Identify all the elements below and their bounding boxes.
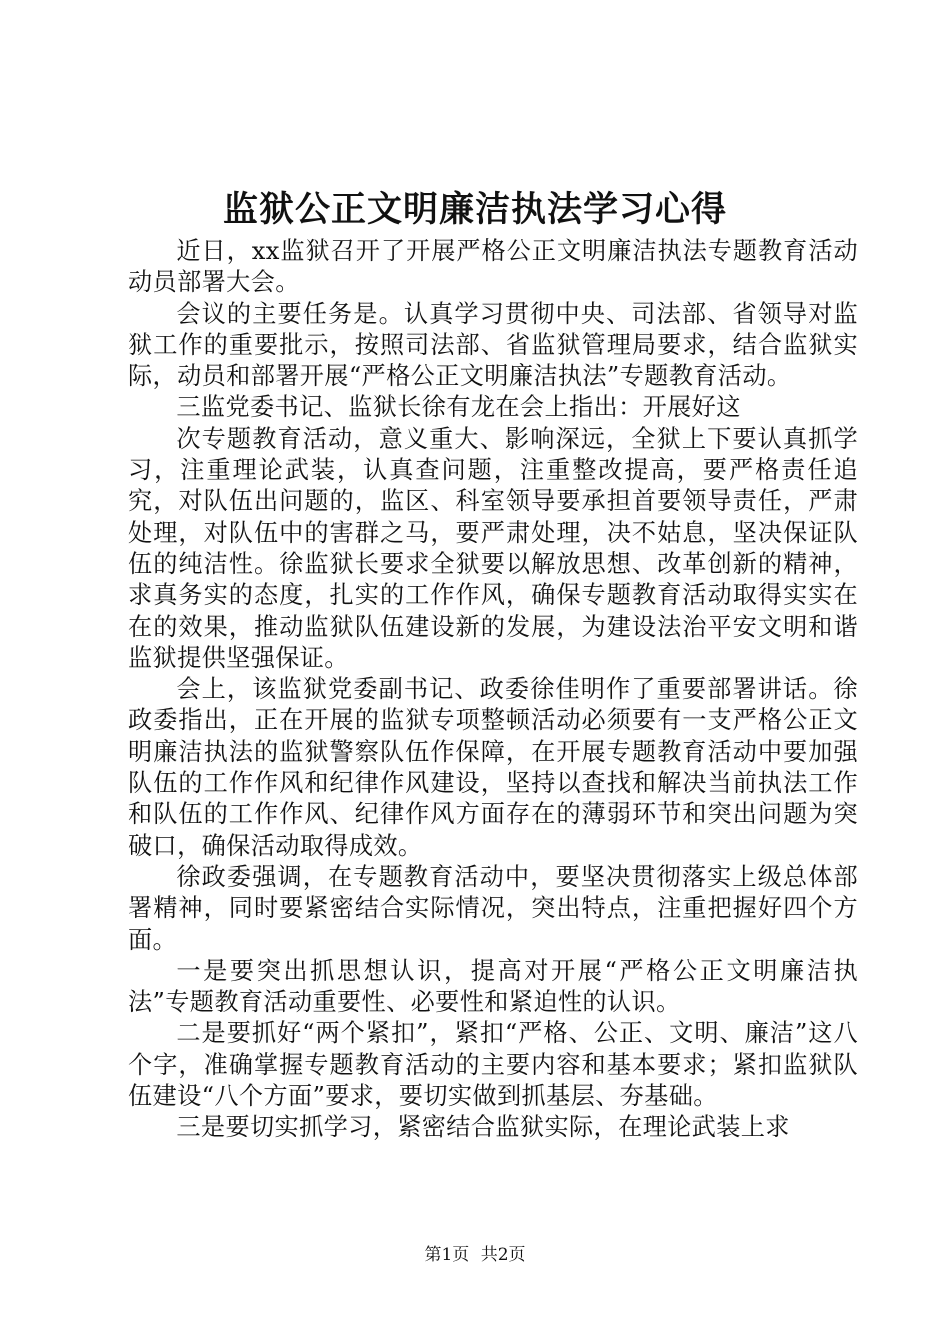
page-footer: [0, 1243, 950, 1267]
paragraph-6: 徐政委强调，在专题教育活动中，要坚决贯彻落实上级总体部署精神，同时要紧密结合实际情况，突出特点，注重把握好四个方面。: [128, 862, 858, 954]
page-number-total: 共2页: [480, 1245, 526, 1265]
paragraph-8: 二是要抓好“两个紧扣”，紧扣“严格、公正、文明、廉洁”这八个字，准确掌握专题教育活动的主要内容和基本要求；紧扣监狱队伍建设“八个方面”要求，要切实做到抓基层、夯基础。: [128, 1019, 858, 1111]
paragraph-1: 近日，xx监狱召开了开展严格公正文明廉洁执法专题教育活动动员部署大会。: [128, 237, 858, 297]
paragraph-5: 会上，该监狱党委副书记、政委徐佳明作了重要部署讲话。徐政委指出，正在开展的监狱专项整顿活动必须要有一支严格公正文明廉洁执法的监狱警察队伍作保障，在开展专题教育活动中要加强队伍的工作作风和纪律作风建设，坚持以查找和解决当前执法工作和队伍的工作作风、纪律作风方面存在的薄弱环节和突出问题为突破口，确保活动取得成效。: [128, 675, 858, 860]
paragraph-2: 会议的主要任务是。认真学习贯彻中央、司法部、省领导对监狱工作的重要批示，按照司法部、省监狱管理局要求，结合监狱实际，动员和部署开展“严格公正文明廉洁执法”专题教育活动。: [128, 299, 858, 391]
document-body: [128, 236, 858, 1144]
document-title: 监狱公正文明廉洁执法学习心得: [222, 189, 727, 230]
paragraph-9: 三是要切实抓学习，紧密结合监狱实际，在理论武装上求: [176, 1113, 790, 1142]
paragraph-3: 三监党委书记、监狱长徐有龙在会上指出：开展好这: [176, 393, 741, 422]
paragraph-7: 一是要突出抓思想认识，提高对开展“严格公正文明廉洁执法”专题教育活动重要性、必要性和紧迫性的认识。: [128, 956, 858, 1017]
page-number-current: 第1页: [424, 1245, 470, 1265]
paragraph-4: 次专题教育活动，意义重大、影响深远，全狱上下要认真抓学习，注重理论武装，认真查问题，注重整改提高，要严格责任追究，对队伍出问题的，监区、科室领导要承担首要领导责任，严肃处理，对队伍中的害群之马，要严肃处理，决不姑息，坚决保证队伍的纯洁性。徐监狱长要求全狱要以解放思想、改革创新的精神，求真务实的态度，扎实的工作作风，确保专题教育活动取得实实在在的效果，推动监狱队伍建设新的发展，为建设法治平安文明和谐监狱提供坚强保证。: [128, 424, 858, 672]
